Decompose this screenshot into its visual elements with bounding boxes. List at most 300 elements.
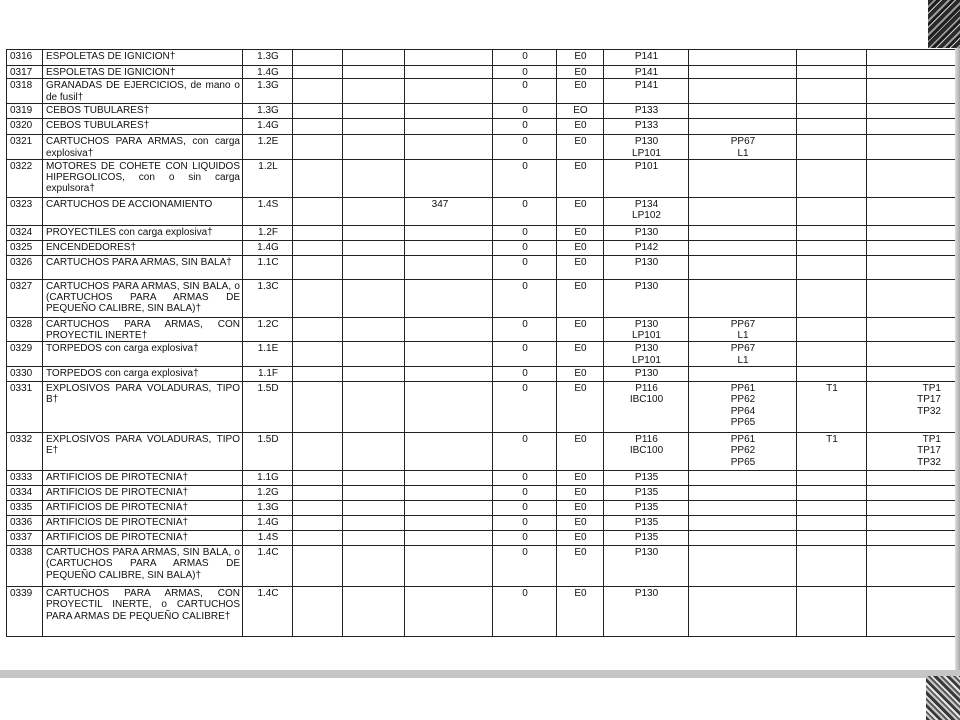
row-special-provision — [405, 342, 493, 367]
row-tank-instruction — [797, 546, 867, 587]
table-row — [7, 587, 956, 637]
row-packing-instruction: P135 — [604, 471, 689, 486]
row-special-provision: 347 — [405, 197, 493, 225]
row-class: 1.4G — [243, 240, 293, 255]
row-tank-provision — [867, 240, 956, 255]
row-packing-provision — [689, 66, 797, 79]
row-col4 — [293, 587, 343, 637]
row-col5 — [343, 342, 405, 367]
row-class: 1.3G — [243, 104, 293, 119]
row-limited-quantity: 0 — [493, 66, 557, 79]
row-tank-provision — [867, 367, 956, 382]
row-col5 — [343, 471, 405, 486]
row-col5 — [343, 135, 405, 160]
row-tank-instruction: T1 — [797, 433, 867, 471]
row-col4 — [293, 255, 343, 279]
row-special-provision — [405, 279, 493, 317]
row-excepted-quantity: E0 — [557, 255, 604, 279]
row-name: CARTUCHOS PARA ARMAS, SIN BALA† — [43, 255, 243, 279]
table-row — [7, 255, 956, 279]
row-id: 0339 — [7, 587, 43, 637]
row-col5 — [343, 119, 405, 135]
row-tank-instruction — [797, 225, 867, 240]
row-col5 — [343, 50, 405, 66]
row-tank-instruction — [797, 255, 867, 279]
row-tank-instruction — [797, 66, 867, 79]
row-limited-quantity: 0 — [493, 516, 557, 531]
row-col4 — [293, 516, 343, 531]
row-tank-instruction — [797, 197, 867, 225]
row-limited-quantity: 0 — [493, 279, 557, 317]
row-packing-provision — [689, 531, 797, 546]
row-limited-quantity: 0 — [493, 367, 557, 382]
row-tank-provision — [867, 159, 956, 197]
row-limited-quantity: 0 — [493, 135, 557, 160]
row-packing-provision — [689, 119, 797, 135]
row-class: 1.1G — [243, 471, 293, 486]
row-name: ESPOLETAS DE IGNICION† — [43, 66, 243, 79]
row-limited-quantity: 0 — [493, 240, 557, 255]
row-excepted-quantity: E0 — [557, 546, 604, 587]
row-tank-provision — [867, 546, 956, 587]
row-tank-provision — [867, 342, 956, 367]
row-excepted-quantity: E0 — [557, 531, 604, 546]
row-special-provision — [405, 66, 493, 79]
row-id: 0329 — [7, 342, 43, 367]
row-name: ENCENDEDORES† — [43, 240, 243, 255]
row-col5 — [343, 104, 405, 119]
row-col5 — [343, 587, 405, 637]
row-id: 0333 — [7, 471, 43, 486]
page-edge-shadow — [955, 48, 960, 670]
row-class: 1.1E — [243, 342, 293, 367]
row-limited-quantity: 0 — [493, 50, 557, 66]
row-packing-provision — [689, 159, 797, 197]
row-tank-provision — [867, 501, 956, 516]
row-special-provision — [405, 433, 493, 471]
table-row — [7, 197, 956, 225]
row-limited-quantity: 0 — [493, 159, 557, 197]
row-special-provision — [405, 104, 493, 119]
row-tank-provision: TP1 TP17 TP32 — [867, 382, 956, 433]
row-id: 0327 — [7, 279, 43, 317]
row-excepted-quantity: E0 — [557, 501, 604, 516]
row-excepted-quantity: E0 — [557, 279, 604, 317]
row-special-provision — [405, 79, 493, 104]
table-row — [7, 240, 956, 255]
row-col5 — [343, 516, 405, 531]
row-class: 1.2L — [243, 159, 293, 197]
row-packing-instruction: P135 — [604, 501, 689, 516]
row-class: 1.5D — [243, 433, 293, 471]
row-special-provision — [405, 471, 493, 486]
row-packing-provision: PP61 PP62 PP65 — [689, 433, 797, 471]
row-excepted-quantity: E0 — [557, 342, 604, 367]
table-row — [7, 546, 956, 587]
table-row — [7, 367, 956, 382]
row-tank-instruction — [797, 50, 867, 66]
table-row — [7, 486, 956, 501]
row-col5 — [343, 433, 405, 471]
row-class: 1.4G — [243, 516, 293, 531]
row-packing-instruction: P116 IBC100 — [604, 382, 689, 433]
row-col5 — [343, 240, 405, 255]
row-id: 0320 — [7, 119, 43, 135]
row-packing-instruction: P135 — [604, 486, 689, 501]
row-special-provision — [405, 317, 493, 342]
row-class: 1.4G — [243, 119, 293, 135]
row-col4 — [293, 317, 343, 342]
row-packing-provision — [689, 50, 797, 66]
row-tank-instruction: T1 — [797, 382, 867, 433]
row-packing-provision: PP67 L1 — [689, 342, 797, 367]
row-tank-provision — [867, 79, 956, 104]
row-excepted-quantity: E0 — [557, 516, 604, 531]
row-col4 — [293, 342, 343, 367]
row-packing-provision — [689, 225, 797, 240]
row-id: 0324 — [7, 225, 43, 240]
row-col4 — [293, 382, 343, 433]
row-id: 0319 — [7, 104, 43, 119]
table-row — [7, 433, 956, 471]
row-limited-quantity: 0 — [493, 225, 557, 240]
row-col5 — [343, 317, 405, 342]
row-packing-provision — [689, 79, 797, 104]
row-col5 — [343, 255, 405, 279]
row-excepted-quantity: E0 — [557, 119, 604, 135]
row-tank-instruction — [797, 587, 867, 637]
row-name: CARTUCHOS PARA ARMAS, CON PROYECTIL INERTE† — [43, 317, 243, 342]
row-special-provision — [405, 587, 493, 637]
row-col5 — [343, 367, 405, 382]
row-excepted-quantity: E0 — [557, 471, 604, 486]
row-tank-provision — [867, 104, 956, 119]
row-tank-instruction — [797, 135, 867, 160]
row-tank-instruction — [797, 104, 867, 119]
row-col5 — [343, 546, 405, 587]
row-id: 0317 — [7, 66, 43, 79]
row-tank-instruction — [797, 471, 867, 486]
row-excepted-quantity: E0 — [557, 587, 604, 637]
row-id: 0321 — [7, 135, 43, 160]
row-class: 1.2C — [243, 317, 293, 342]
row-excepted-quantity: E0 — [557, 240, 604, 255]
row-name: CEBOS TUBULARES† — [43, 104, 243, 119]
row-name: ARTIFICIOS DE PIROTECNIA† — [43, 531, 243, 546]
row-limited-quantity: 0 — [493, 79, 557, 104]
row-col4 — [293, 367, 343, 382]
row-excepted-quantity: E0 — [557, 79, 604, 104]
table-body — [7, 50, 956, 637]
row-limited-quantity: 0 — [493, 546, 557, 587]
row-packing-instruction: P141 — [604, 79, 689, 104]
row-tank-provision — [867, 135, 956, 160]
row-packing-provision — [689, 255, 797, 279]
row-tank-instruction — [797, 119, 867, 135]
row-tank-provision — [867, 66, 956, 79]
row-excepted-quantity: E0 — [557, 50, 604, 66]
row-special-provision — [405, 159, 493, 197]
row-excepted-quantity: E0 — [557, 159, 604, 197]
row-class: 1.4S — [243, 197, 293, 225]
table-row — [7, 79, 956, 104]
table-row — [7, 531, 956, 546]
row-name: ESPOLETAS DE IGNICION† — [43, 50, 243, 66]
row-limited-quantity: 0 — [493, 197, 557, 225]
row-tank-instruction — [797, 159, 867, 197]
row-col4 — [293, 279, 343, 317]
row-excepted-quantity: E0 — [557, 135, 604, 160]
row-class: 1.2E — [243, 135, 293, 160]
table-row — [7, 119, 956, 135]
row-limited-quantity: 0 — [493, 433, 557, 471]
table-row — [7, 104, 956, 119]
row-name: CARTUCHOS PARA ARMAS, con carga explosiva† — [43, 135, 243, 160]
bottom-band — [0, 670, 960, 678]
row-special-provision — [405, 240, 493, 255]
row-id: 0336 — [7, 516, 43, 531]
row-col4 — [293, 135, 343, 160]
row-id: 0331 — [7, 382, 43, 433]
row-name: GRANADAS DE EJERCICIOS, de mano o de fusil† — [43, 79, 243, 104]
row-name: CARTUCHOS PARA ARMAS, SIN BALA, o (CARTUCHOS PARA ARMAS DE PEQUEÑO CALIBRE, SIN BALA)† — [43, 279, 243, 317]
row-col4 — [293, 531, 343, 546]
row-packing-instruction: P135 — [604, 531, 689, 546]
row-special-provision — [405, 531, 493, 546]
row-col4 — [293, 486, 343, 501]
row-packing-instruction: P130 LP101 — [604, 342, 689, 367]
row-col4 — [293, 50, 343, 66]
row-name: ARTIFICIOS DE PIROTECNIA† — [43, 501, 243, 516]
row-class: 1.4C — [243, 587, 293, 637]
row-excepted-quantity: E0 — [557, 486, 604, 501]
row-limited-quantity: 0 — [493, 119, 557, 135]
row-packing-instruction: P130 LP101 — [604, 135, 689, 160]
row-packing-provision: PP61 PP62 PP64 PP65 — [689, 382, 797, 433]
row-packing-instruction: P141 — [604, 66, 689, 79]
document-page — [6, 49, 955, 667]
table-row — [7, 135, 956, 160]
row-col5 — [343, 66, 405, 79]
row-limited-quantity: 0 — [493, 587, 557, 637]
row-tank-provision — [867, 197, 956, 225]
row-class: 1.5D — [243, 382, 293, 433]
row-col5 — [343, 486, 405, 501]
row-limited-quantity: 0 — [493, 342, 557, 367]
row-packing-instruction: P130 — [604, 367, 689, 382]
table-row — [7, 516, 956, 531]
row-class: 1.4S — [243, 531, 293, 546]
row-name: ARTIFICIOS DE PIROTECNIA† — [43, 471, 243, 486]
corner-decoration-bottom — [926, 676, 960, 720]
row-name: CARTUCHOS PARA ARMAS, CON PROYECTIL INERTE, o CARTUCHOS PARA ARMAS DE PEQUEÑO CALIBRE† — [43, 587, 243, 637]
row-tank-instruction — [797, 516, 867, 531]
row-packing-instruction: P130 — [604, 279, 689, 317]
row-id: 0330 — [7, 367, 43, 382]
row-class: 1.1F — [243, 367, 293, 382]
row-packing-instruction: P141 — [604, 50, 689, 66]
row-tank-provision — [867, 119, 956, 135]
row-class: 1.2F — [243, 225, 293, 240]
row-tank-provision — [867, 516, 956, 531]
row-class: 1.1C — [243, 255, 293, 279]
row-packing-provision — [689, 197, 797, 225]
row-special-provision — [405, 119, 493, 135]
row-tank-instruction — [797, 79, 867, 104]
row-special-provision — [405, 501, 493, 516]
row-tank-provision — [867, 279, 956, 317]
row-excepted-quantity: E0 — [557, 317, 604, 342]
row-tank-instruction — [797, 342, 867, 367]
row-col5 — [343, 225, 405, 240]
table-row — [7, 225, 956, 240]
row-name: TORPEDOS con carga explosiva† — [43, 367, 243, 382]
row-packing-instruction: P116 IBC100 — [604, 433, 689, 471]
row-col4 — [293, 66, 343, 79]
row-id: 0326 — [7, 255, 43, 279]
row-limited-quantity: 0 — [493, 471, 557, 486]
row-col4 — [293, 104, 343, 119]
row-excepted-quantity: E0 — [557, 382, 604, 433]
row-col5 — [343, 279, 405, 317]
row-id: 0337 — [7, 531, 43, 546]
row-packing-provision — [689, 279, 797, 317]
row-limited-quantity: 0 — [493, 486, 557, 501]
row-col4 — [293, 501, 343, 516]
row-col5 — [343, 382, 405, 433]
row-col4 — [293, 225, 343, 240]
row-col4 — [293, 79, 343, 104]
row-col5 — [343, 531, 405, 546]
row-col4 — [293, 197, 343, 225]
row-name: CARTUCHOS PARA ARMAS, SIN BALA, o (CARTUCHOS PARA ARMAS DE PEQUEÑO CALIBRE, SIN BALA)† — [43, 546, 243, 587]
table-row — [7, 66, 956, 79]
row-col5 — [343, 79, 405, 104]
row-col5 — [343, 501, 405, 516]
table-row — [7, 382, 956, 433]
row-tank-provision: TP1 TP17 TP32 — [867, 433, 956, 471]
row-tank-instruction — [797, 501, 867, 516]
table-row — [7, 159, 956, 197]
row-tank-provision — [867, 486, 956, 501]
table-row — [7, 50, 956, 66]
row-packing-instruction: P130 — [604, 255, 689, 279]
row-tank-provision — [867, 531, 956, 546]
row-name: CEBOS TUBULARES† — [43, 119, 243, 135]
row-limited-quantity: 0 — [493, 382, 557, 433]
row-packing-provision — [689, 587, 797, 637]
row-packing-provision — [689, 367, 797, 382]
row-tank-instruction — [797, 240, 867, 255]
row-packing-provision: PP67 L1 — [689, 317, 797, 342]
row-limited-quantity: 0 — [493, 501, 557, 516]
row-packing-provision — [689, 104, 797, 119]
row-tank-instruction — [797, 486, 867, 501]
row-class: 1.3C — [243, 279, 293, 317]
table-row — [7, 501, 956, 516]
table-row — [7, 317, 956, 342]
row-name: CARTUCHOS DE ACCIONAMIENTO — [43, 197, 243, 225]
row-packing-provision — [689, 501, 797, 516]
row-tank-provision — [867, 317, 956, 342]
row-special-provision — [405, 486, 493, 501]
row-id: 0316 — [7, 50, 43, 66]
row-packing-instruction: P133 — [604, 119, 689, 135]
row-special-provision — [405, 516, 493, 531]
row-tank-provision — [867, 50, 956, 66]
row-class: 1.2G — [243, 486, 293, 501]
row-limited-quantity: 0 — [493, 317, 557, 342]
row-limited-quantity: 0 — [493, 255, 557, 279]
row-tank-instruction — [797, 367, 867, 382]
row-col4 — [293, 546, 343, 587]
row-packing-provision: PP67 L1 — [689, 135, 797, 160]
row-excepted-quantity: EO — [557, 104, 604, 119]
row-name: EXPLOSIVOS PARA VOLADURAS, TIPO E† — [43, 433, 243, 471]
table-row — [7, 279, 956, 317]
row-special-provision — [405, 225, 493, 240]
row-packing-instruction: P130 — [604, 546, 689, 587]
row-id: 0322 — [7, 159, 43, 197]
row-tank-instruction — [797, 317, 867, 342]
row-special-provision — [405, 382, 493, 433]
row-excepted-quantity: E0 — [557, 225, 604, 240]
row-class: 1.3G — [243, 501, 293, 516]
row-packing-provision — [689, 240, 797, 255]
row-id: 0325 — [7, 240, 43, 255]
row-special-provision — [405, 135, 493, 160]
row-excepted-quantity: E0 — [557, 367, 604, 382]
row-tank-provision — [867, 587, 956, 637]
row-excepted-quantity: E0 — [557, 66, 604, 79]
row-packing-instruction: P130 — [604, 587, 689, 637]
row-name: EXPLOSIVOS PARA VOLADURAS, TIPO B† — [43, 382, 243, 433]
corner-decoration-top — [928, 0, 960, 48]
row-tank-provision — [867, 255, 956, 279]
row-packing-instruction: P135 — [604, 516, 689, 531]
row-packing-provision — [689, 471, 797, 486]
row-packing-instruction: P142 — [604, 240, 689, 255]
row-packing-instruction: P133 — [604, 104, 689, 119]
row-id: 0335 — [7, 501, 43, 516]
row-id: 0323 — [7, 197, 43, 225]
row-col4 — [293, 433, 343, 471]
row-special-provision — [405, 546, 493, 587]
row-special-provision — [405, 255, 493, 279]
row-limited-quantity: 0 — [493, 531, 557, 546]
row-col4 — [293, 471, 343, 486]
row-col4 — [293, 119, 343, 135]
row-name: PROYECTILES con carga explosiva† — [43, 225, 243, 240]
row-packing-instruction: P101 — [604, 159, 689, 197]
table-row — [7, 342, 956, 367]
row-tank-instruction — [797, 279, 867, 317]
row-col4 — [293, 159, 343, 197]
row-id: 0318 — [7, 79, 43, 104]
row-id: 0328 — [7, 317, 43, 342]
table-row — [7, 471, 956, 486]
row-name: ARTIFICIOS DE PIROTECNIA† — [43, 486, 243, 501]
row-tank-provision — [867, 225, 956, 240]
row-special-provision — [405, 50, 493, 66]
row-id: 0338 — [7, 546, 43, 587]
row-col5 — [343, 159, 405, 197]
row-id: 0332 — [7, 433, 43, 471]
row-packing-instruction: P130 — [604, 225, 689, 240]
row-id: 0334 — [7, 486, 43, 501]
row-name: TORPEDOS con carga explosiva† — [43, 342, 243, 367]
row-packing-provision — [689, 516, 797, 531]
